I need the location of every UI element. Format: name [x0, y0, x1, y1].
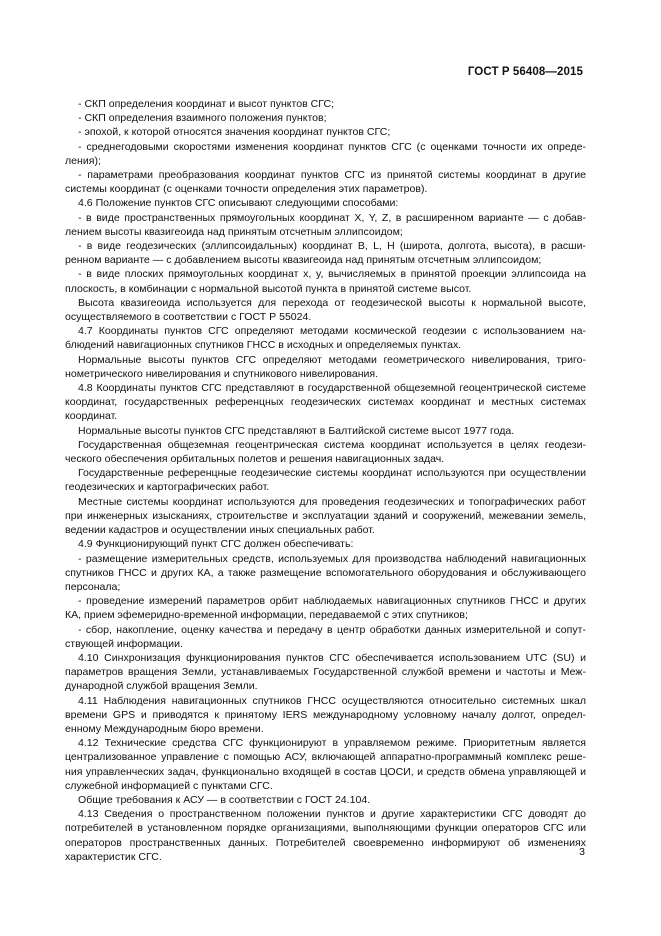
paragraph: Государственные референцные геодезические системы координат используются при осуществлении геодезических и картографических работ. [65, 467, 586, 494]
page-number: 3 [579, 846, 585, 858]
paragraph: Общие требования к АСУ — в соответствии с ГОСТ 24.104. [78, 793, 371, 806]
paragraph: Нормальные высоты пунктов СГС представляют в Балтийской системе высот 1977 года. [78, 424, 515, 437]
section-4-6: 4.6 Положение пунктов СГС описывают следующими способами: [78, 197, 399, 210]
paragraph: - в виде плоских прямоугольных координат x, y, вычисляемых в принятой проекции эллипсоида на плоскость, в комбинации с нормальной высотой пункта в принятой системе высот. [65, 268, 586, 295]
paragraph: Местные системы координат используются для проведения геодезических и топографических работ при инженерных изысканиях, строительстве и эксплуатации зданий и сооружений, межевании земель, ведении кадастров и осуществлении иных специальных работ. [65, 495, 586, 537]
paragraph: - эпохой, к которой относятся значения координат пунктов СГС; [78, 126, 391, 139]
paragraph: - в виде геодезических (эллипсоидальных) координат B, L, H (широта, долгота, высота), в расширенном варианте — с добавлением высоты квазигеоида над принятым отсчетным эллипсоидом; [65, 240, 586, 267]
paragraph: - размещение измерительных средств, используемых для производства наблюдений навигационных спутников ГНСС и других КА, а также размещение вспомогательного оборудования и обслуживающего персонала; [65, 552, 586, 593]
paragraph: - в виде пространственных прямоугольных координат X, Y, Z, в расширенном варианте — с добавлением высоты квазигеоида над принятым отсчетным эллипсоидом; [65, 211, 586, 238]
paragraph: - среднегодовыми скоростями изменения координат пунктов СГС (с оценками точности их определения); [65, 140, 586, 167]
document-header: ГОСТ Р 56408—2015 [467, 66, 583, 78]
document-body [65, 97, 586, 864]
paragraph: Нормальные высоты пунктов СГС определяют методами геометрического нивелирования, тригонометрического нивелирования и спутникового нивелирования. [65, 353, 586, 380]
paragraph: Государственная общеземная геоцентрическая система координат используется в целях геодезического обеспечения орбитальных полетов и решения навигационных задач. [65, 438, 586, 466]
section-4-10: 4.10 Синхронизация функционирования пунктов СГС обеспечивается использованием UTC (SU) и параметров вращения Земли, устанавливаемых Государственной службой времени и частоты и Международной службой вращения Земли. [65, 651, 586, 693]
section-4-8: 4.8 Координаты пунктов СГС представляют в государственной общеземной геоцентрической системе координат, государственных референцных геодезических системах координат и местных системах координат. [65, 382, 586, 423]
paragraph: - сбор, накопление, оценку качества и передачу в центр обработки данных измерительной и сопутствующей информации. [65, 623, 586, 650]
section-4-12: 4.12 Технические средства СГС функционируют в управляемом режиме. Приоритетным является централизованное управление с помощью АСУ, включающей аппаратно-программный комплекс решения управленческих задач, функционально входящей в состав ЦОСИ, и средств обмена управляющей и служебной информацией с пунктами СГС. [65, 737, 586, 792]
section-4-7: 4.7 Координаты пунктов СГС определяют методами космической геодезии с использованием наблюдений навигационных спутников ГНСС в исходных и определяемых пунктах. [65, 325, 586, 352]
paragraph: - проведение измерений параметров орбит наблюдаемых навигационных спутников ГНСС и других КА, прием эфемеридно-временной информации, передаваемой с этих спутников; [65, 595, 586, 622]
paragraph: - СКП определения взаимного положения пунктов; [78, 112, 327, 125]
paragraph: - СКП определения координат и высот пунктов СГС; [78, 98, 335, 110]
section-4-9: 4.9 Функционирующий пункт СГС должен обеспечивать: [78, 538, 354, 551]
paragraph: - параметрами преобразования координат пунктов СГС из принятой системы координат в другие системы координат (с оценками точности определения этих параметров). [65, 169, 586, 196]
paragraph: Высота квазигеоида используется для перехода от геодезической высоты к нормальной высоте, осуществляемого в соответствии с ГОСТ Р 55024. [65, 296, 586, 324]
section-4-11: 4.11 Наблюдения навигационных спутников ГНСС осуществляются относительно системных шкал времени GPS и приводятся к принятому IERS международному условному началу долгот, определенному Международным бюро времени. [65, 694, 586, 735]
section-4-13: 4.13 Сведения о пространственном положении пунктов и другие характеристики СГС доводят до потребителей в установленном порядке организациями, выполняющими функции операторов СГС или операторов пространственных данных. Потребителей своевременно информируют об изменениях характеристик СГС. [65, 808, 586, 863]
